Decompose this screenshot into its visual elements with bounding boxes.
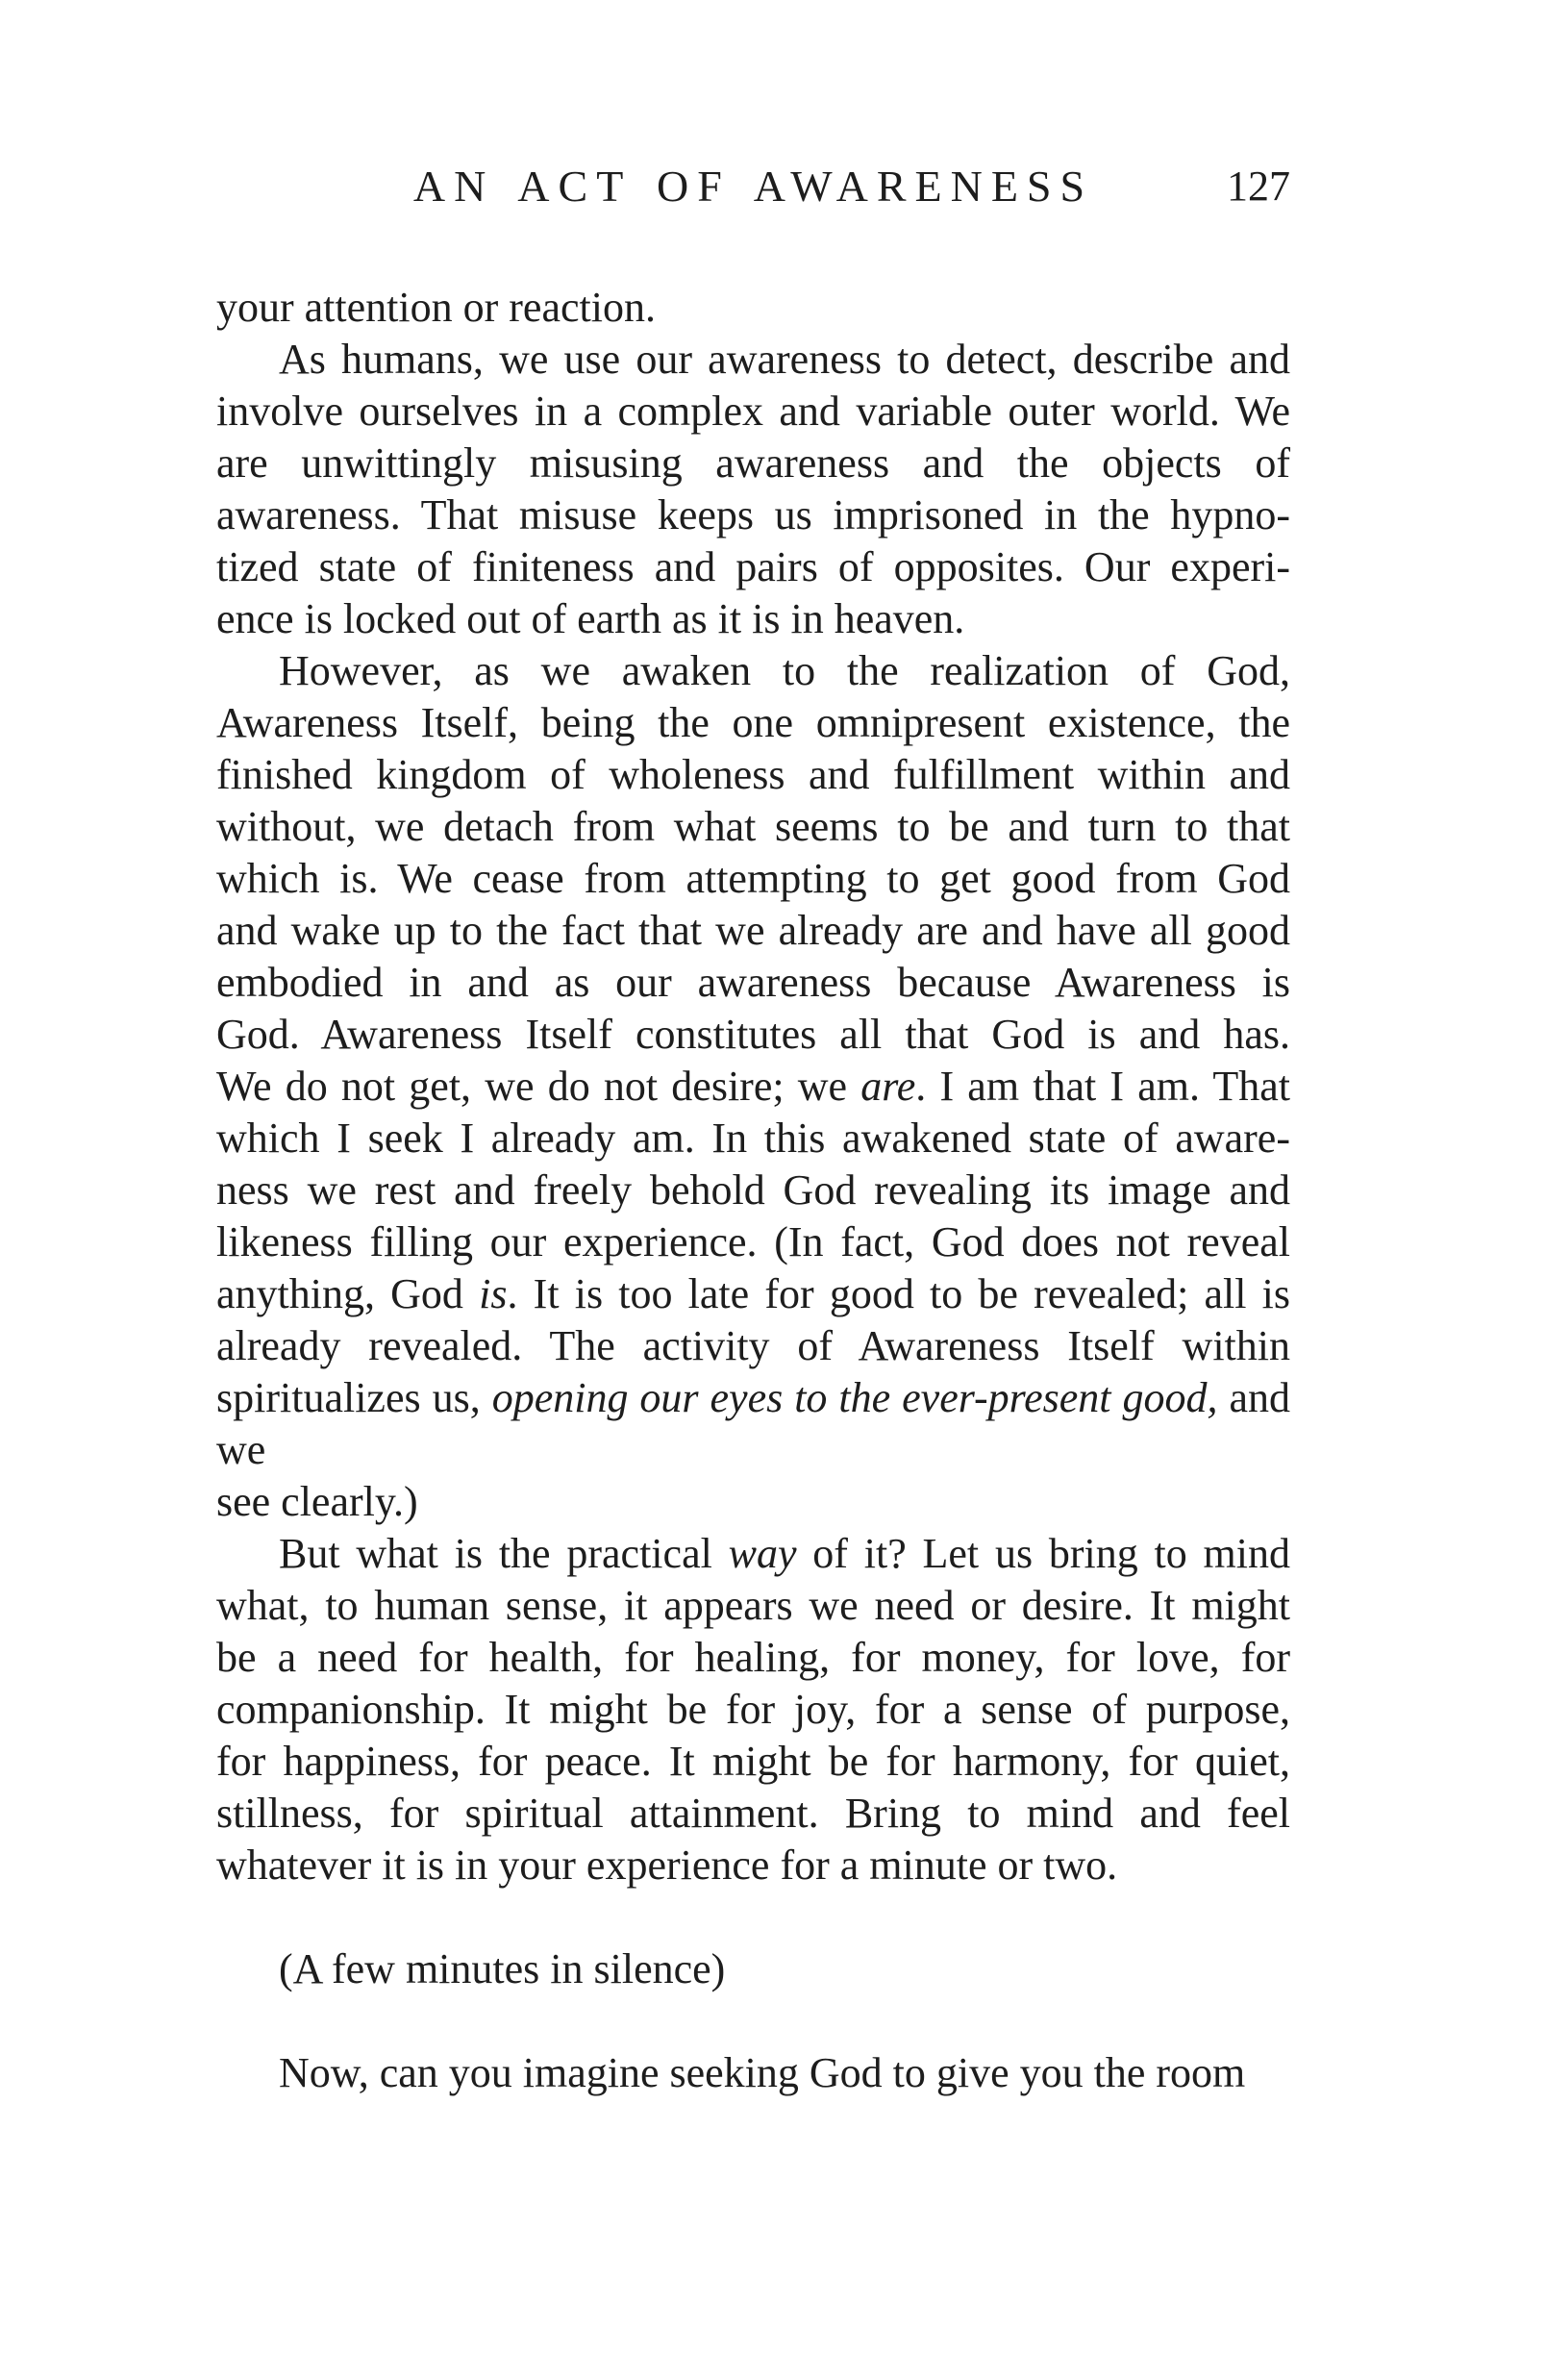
text-segment: awareness. That misuse keeps us imprisoned in the hypno- (216, 491, 1290, 539)
text-segment: of it? Let us bring to mind (796, 1530, 1291, 1577)
text-line (216, 697, 1290, 749)
text-segment: companionship. It might be for joy, for a sense of purpose, (216, 1686, 1290, 1733)
text-segment: (A few minutes in silence) (279, 1945, 726, 1992)
paragraph (216, 282, 1290, 334)
text-line (216, 749, 1290, 801)
text-segment: which is. We cease from attempting to get good from God (216, 855, 1290, 902)
text-segment: for happiness, for peace. It might be for harmony, for quiet, (216, 1738, 1290, 1785)
paragraph (216, 1528, 1290, 1891)
text-line (216, 438, 1290, 489)
text-segment: which I seek I already am. In this awakened state of aware- (216, 1115, 1290, 1162)
page-number: 127 (1227, 163, 1290, 210)
text-line (216, 1268, 1290, 1320)
text-segment: . It is too late for good to be revealed; all is (507, 1270, 1291, 1317)
text-line (216, 593, 1290, 645)
text-line (216, 1061, 1290, 1113)
italic-text: way (728, 1530, 797, 1577)
text-segment: stillness, for spiritual attainment. Bring to mind and feel (216, 1790, 1290, 1837)
text-segment: likeness filling our experience. (In fact, God does not reveal (216, 1218, 1290, 1265)
text-segment: God. Awareness Itself constitutes all that God is and has. (216, 1011, 1290, 1058)
text-line (216, 645, 1290, 697)
italic-text: opening our eyes to the ever-present good, (491, 1374, 1218, 1421)
text-segment: embodied in and as our awareness because Awareness is (216, 959, 1290, 1006)
text-line (216, 282, 1290, 334)
text-segment: anything, God (216, 1270, 480, 1317)
page-header (216, 161, 1290, 213)
text-line (216, 1320, 1290, 1372)
text-segment: finished kingdom of wholeness and fulfillment within and (216, 751, 1290, 798)
text-segment: . I am that I am. That (915, 1063, 1290, 1110)
text-line (216, 1009, 1290, 1061)
text-line (216, 2047, 1290, 2099)
text-line (216, 1788, 1290, 1840)
italic-text: are (860, 1063, 916, 1110)
text-line (216, 1736, 1290, 1788)
text-segment: are unwittingly misusing awareness and the objects of (216, 439, 1290, 487)
text-line (216, 957, 1290, 1009)
text-line (216, 1943, 1290, 1995)
text-segment: and wake up to the fact that we already are and have all good (216, 907, 1290, 954)
text-segment: ence is locked out of earth as it is in heaven. (216, 595, 965, 642)
text-segment: But what is the practical (279, 1530, 729, 1577)
text-line (216, 541, 1290, 593)
text-line (216, 1632, 1290, 1684)
text-segment: without, we detach from what seems to be and turn to that (216, 803, 1290, 850)
text-segment: involve ourselves in a complex and variable outer world. We (216, 388, 1290, 435)
text-line (216, 1528, 1290, 1580)
text-segment: what, to human sense, it appears we need or desire. It might (216, 1582, 1290, 1629)
text-line (216, 853, 1290, 905)
text-segment: We do not get, we do not desire; we (216, 1063, 861, 1110)
paragraph (216, 1943, 1290, 1995)
paragraph (216, 334, 1290, 645)
text-segment: Now, can you imagine seeking God to give you the room (279, 2049, 1246, 2096)
text-body (216, 282, 1290, 2099)
text-segment: tized state of finiteness and pairs of opposites. Our experi- (216, 543, 1290, 590)
text-line (216, 386, 1290, 438)
text-segment: see clearly.) (216, 1478, 418, 1525)
text-line (216, 1165, 1290, 1216)
paragraph (216, 2047, 1290, 2099)
text-segment: Awareness Itself, being the one omnipresent existence, the (216, 699, 1290, 746)
text-line (216, 1113, 1290, 1165)
running-head-title: AN ACT OF AWARENESS (412, 162, 1094, 211)
text-line (216, 801, 1290, 853)
text-line (216, 334, 1290, 386)
text-segment: spiritualizes us, (216, 1374, 492, 1421)
paragraph (216, 645, 1290, 1528)
text-line (216, 1216, 1290, 1268)
italic-text: is (479, 1270, 508, 1317)
text-segment: be a need for health, for healing, for money, for love, for (216, 1634, 1290, 1681)
text-line (216, 1372, 1290, 1476)
text-line (216, 489, 1290, 541)
text-line (216, 1580, 1290, 1632)
text-line (216, 1476, 1290, 1528)
text-line (216, 1840, 1290, 1891)
text-segment: ness we rest and freely behold God revealing its image and (216, 1166, 1290, 1214)
text-segment: whatever it is in your experience for a minute or two. (216, 1841, 1118, 1889)
text-segment: As humans, we use our awareness to detect, describe and (279, 336, 1290, 383)
text-segment: and we (216, 1374, 1291, 1473)
text-segment: your attention or reaction. (216, 284, 656, 331)
text-line (216, 1684, 1290, 1736)
text-segment: already revealed. The activity of Awareness Itself within (216, 1322, 1290, 1369)
text-line (216, 905, 1290, 957)
text-segment: However, as we awaken to the realization of God, (279, 647, 1290, 694)
